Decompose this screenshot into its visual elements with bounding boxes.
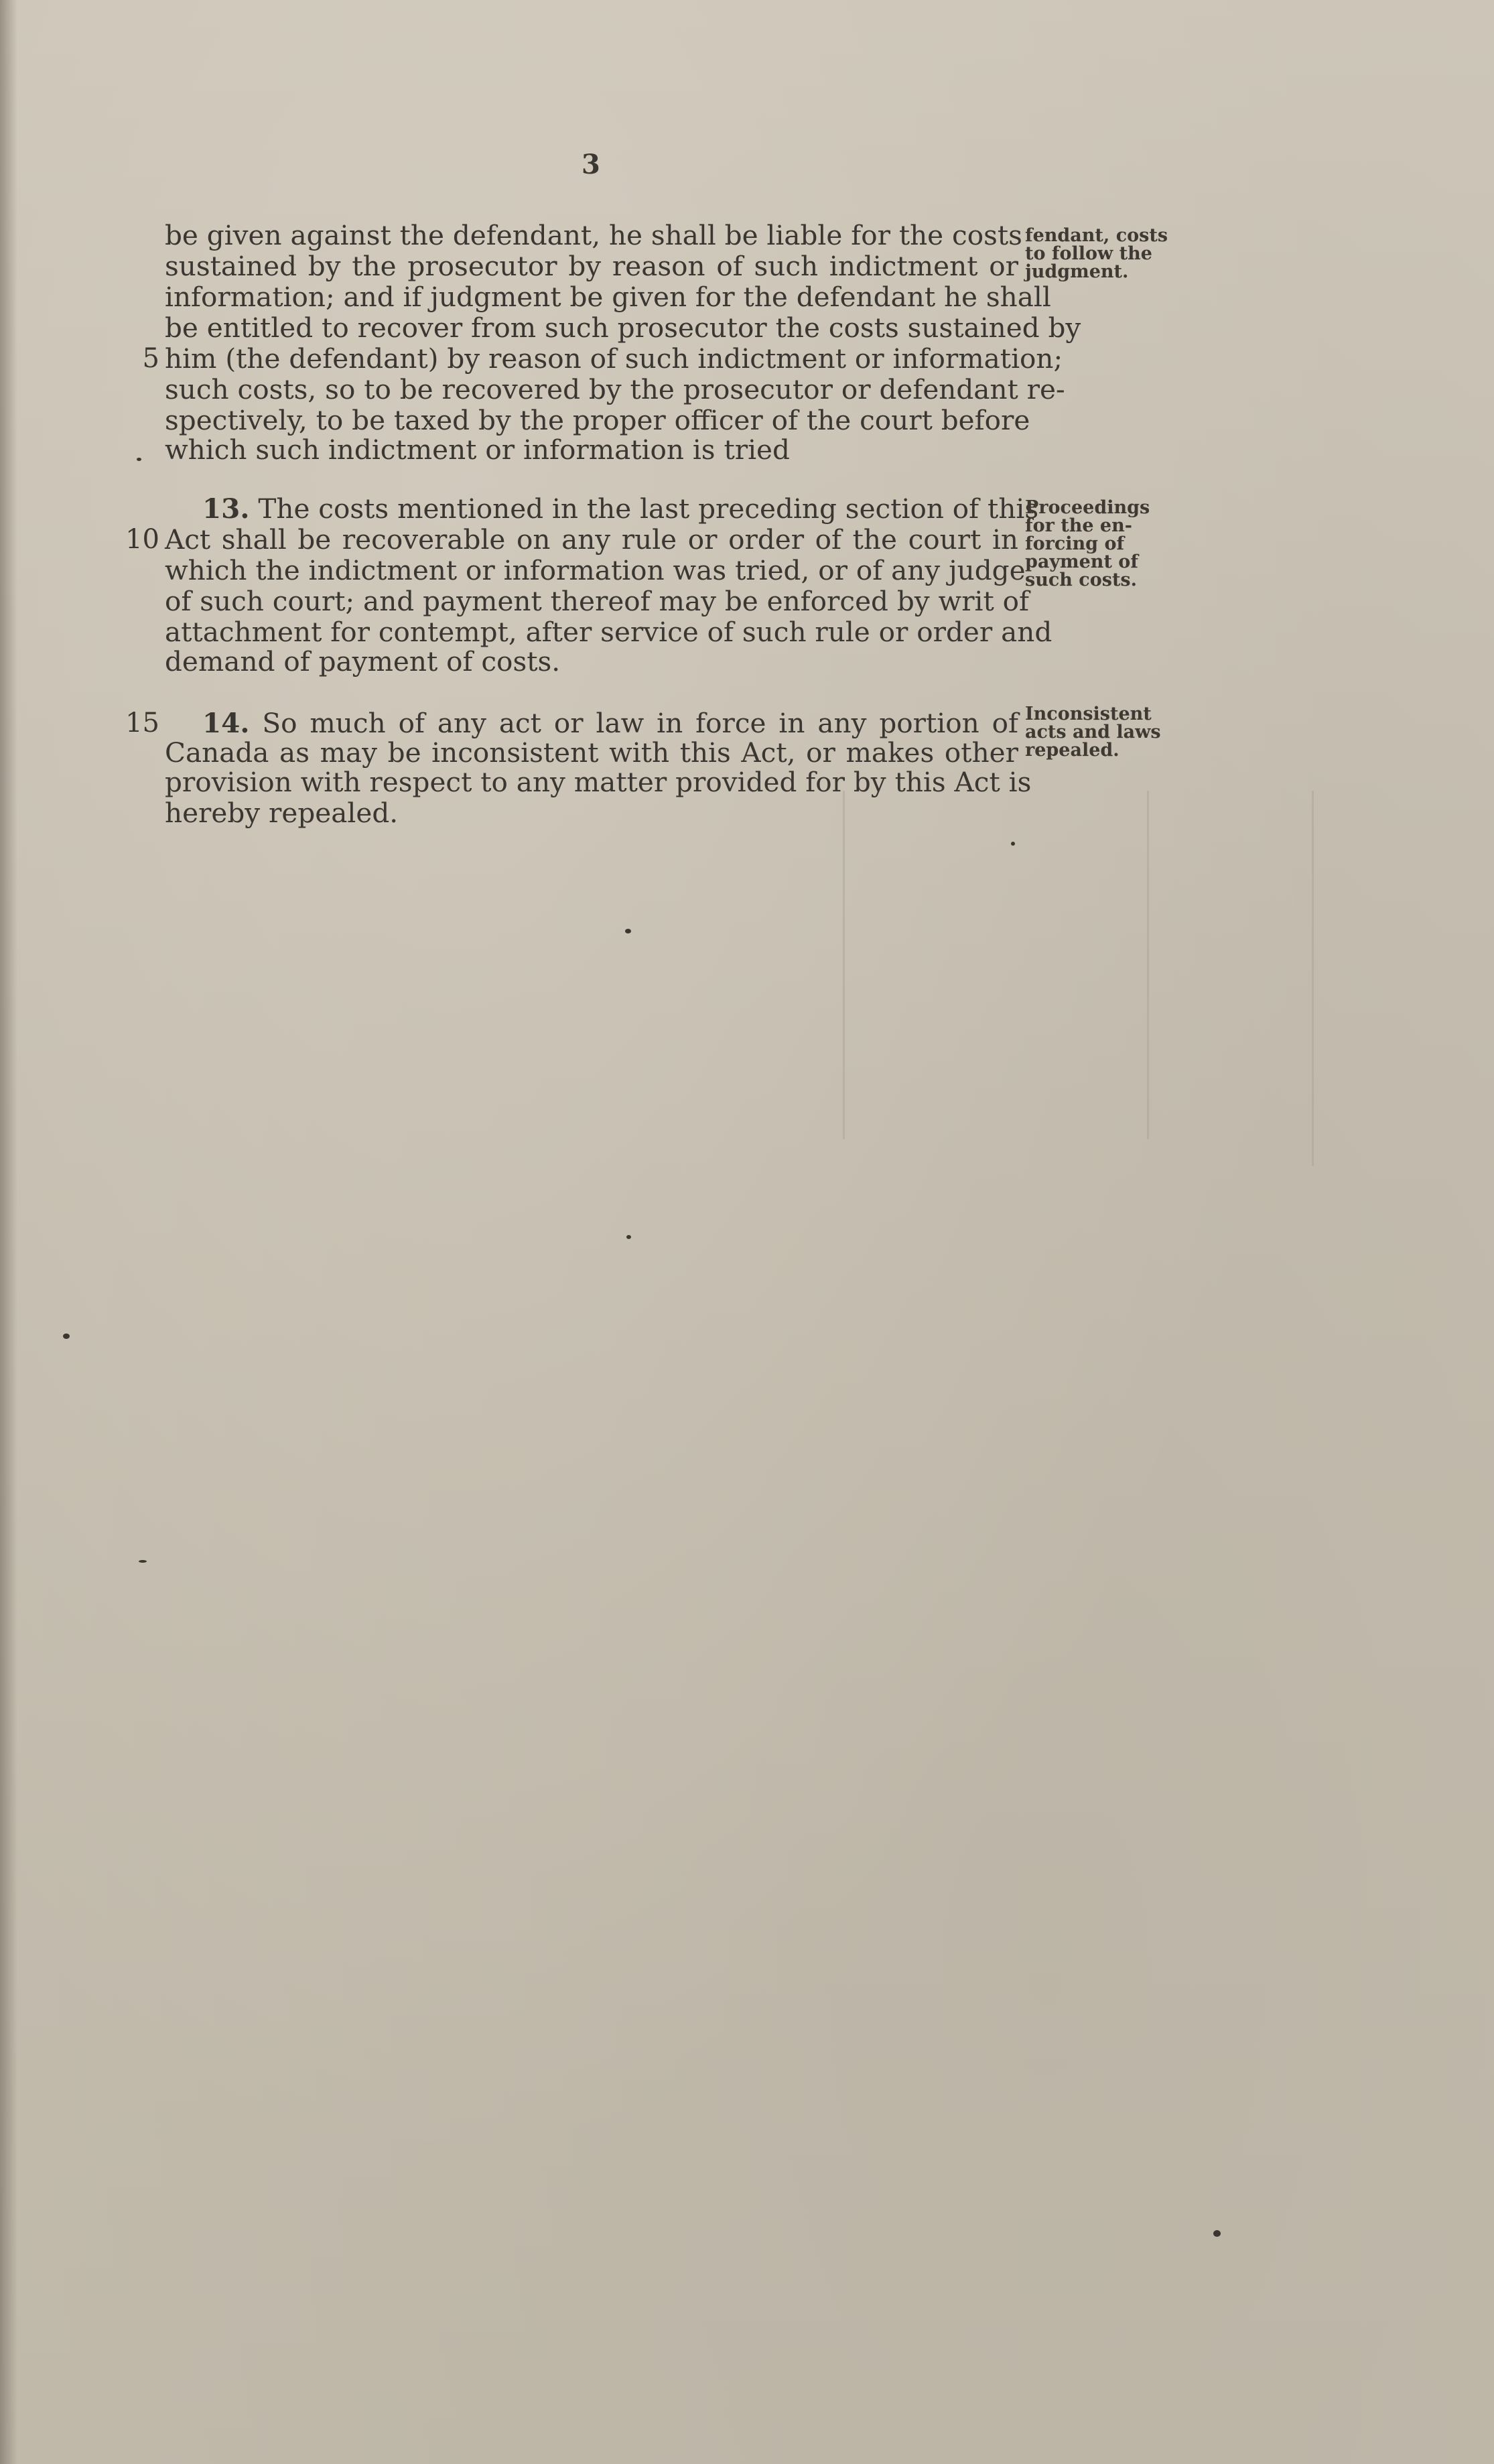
margin-note-line: acts and laws xyxy=(1025,722,1161,742)
line-number: 15 xyxy=(125,708,159,738)
line-number: 10 xyxy=(125,524,159,555)
body-text-line: hereby repealed. xyxy=(165,797,399,829)
margin-note-line: repealed. xyxy=(1025,740,1119,761)
margin-note-line: payment of xyxy=(1025,552,1138,572)
ink-speck xyxy=(1011,842,1015,846)
ink-speck xyxy=(1213,2230,1221,2237)
body-text-line: be given against the defendant, he shall be liable for the costs xyxy=(165,219,1022,251)
margin-note-line: such costs. xyxy=(1025,570,1138,590)
page-number: 3 xyxy=(582,149,601,180)
paper-fold-line xyxy=(843,791,845,1139)
ink-speck xyxy=(63,1334,70,1339)
body-text-line: such costs, so to be recovered by the prosecutor or defendant re- xyxy=(165,373,1065,405)
paper-fold-line xyxy=(1312,791,1314,1166)
body-text-line: spectively, to be taxed by the proper officer of the court before xyxy=(165,404,1030,436)
body-text-line: Canada as may be inconsistent with this Act, or makes other xyxy=(165,736,1018,769)
body-text-line: be entitled to recover from such prosecutor the costs sustained by xyxy=(165,312,1081,344)
line-number: 5 xyxy=(142,343,159,374)
margin-note-line: judgment. xyxy=(1025,261,1129,282)
ink-speck xyxy=(139,1560,147,1563)
body-text-line: attachment for contempt, after service of such rule or order and xyxy=(165,616,1052,648)
margin-note-line: to follow the xyxy=(1025,243,1152,264)
body-text-line: Act shall be recoverable on any rule or order of the court in xyxy=(165,523,1018,556)
margin-note-line: Proceedings xyxy=(1025,497,1150,518)
body-text-line: which such indictment or information is tried xyxy=(165,434,790,466)
body-text-span: So much of any act or law in force in any portion of xyxy=(262,707,1018,739)
body-text-line: of such court; and payment thereof may be enforced by writ of xyxy=(165,585,1030,617)
body-text-line: provision with respect to any matter provided for by this Act is xyxy=(165,766,1032,798)
margin-note-proceedings-enforcing-payment xyxy=(1025,499,1150,589)
ink-speck xyxy=(625,929,631,933)
section-13-first-line xyxy=(202,493,1039,525)
margin-note-costs-follow-judgment xyxy=(1025,226,1168,281)
body-text-line: him (the defendant) by reason of such indictment or information; xyxy=(165,342,1063,375)
body-text-span: The costs mentioned in the last preceding section of this xyxy=(258,493,1039,525)
margin-note-line: fendant, costs xyxy=(1025,225,1168,246)
paper-fold-line xyxy=(1147,791,1149,1139)
body-text-line: which the indictment or information was tried, or of any judge xyxy=(165,554,1026,586)
ink-speck xyxy=(626,1235,631,1239)
section-number: 13. xyxy=(202,493,250,525)
page-edge-shadow xyxy=(0,0,17,2464)
body-text-line: sustained by the prosecutor by reason of such indictment or xyxy=(165,250,1018,282)
margin-note-inconsistent-acts-repealed xyxy=(1025,705,1161,759)
body-text-line: demand of payment of costs. xyxy=(165,645,561,677)
section-number: 14. xyxy=(202,707,250,739)
ink-speck xyxy=(137,458,141,461)
margin-note-line: Inconsistent xyxy=(1025,704,1152,724)
body-text-line: information; and if judgment be given for the defendant he shall xyxy=(165,281,1051,313)
margin-note-line: for the en- xyxy=(1025,515,1132,536)
margin-note-line: forcing of xyxy=(1025,533,1125,554)
section-14-first-line xyxy=(202,708,1018,738)
